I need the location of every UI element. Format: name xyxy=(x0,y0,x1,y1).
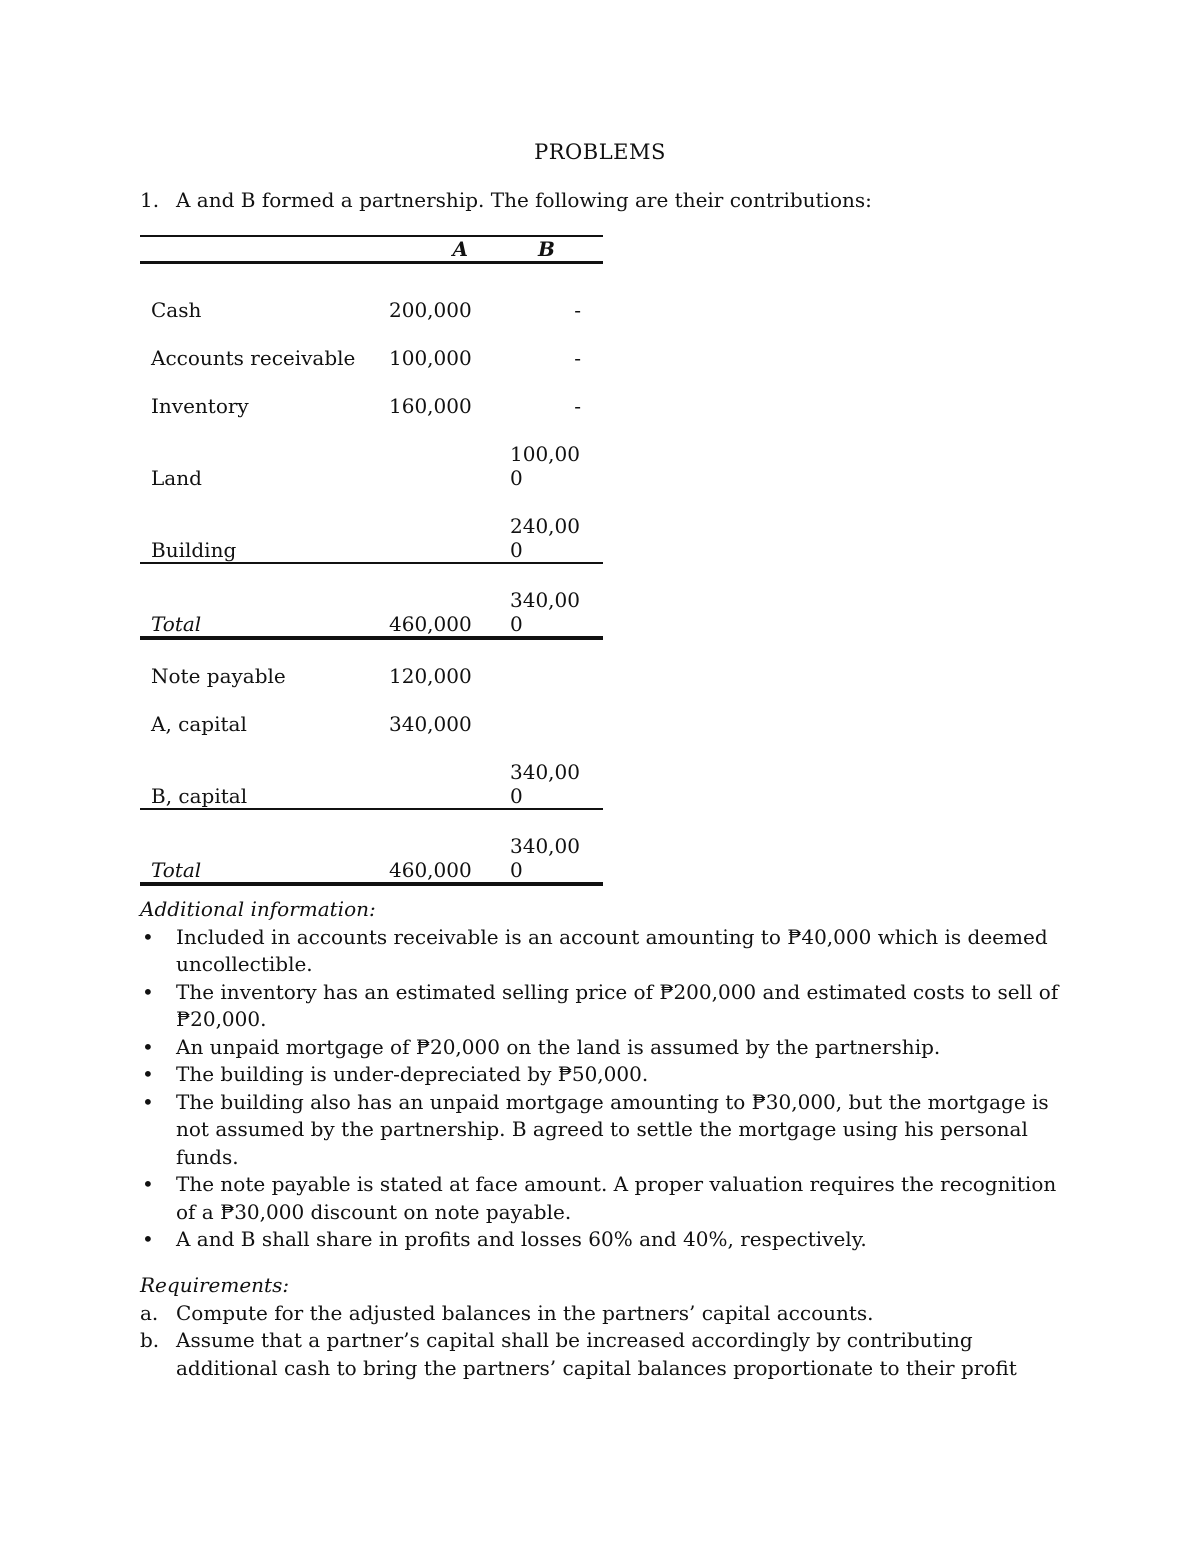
list-item-text: The building is under-depreciated by ₱50,000. xyxy=(176,1062,649,1086)
header-blank xyxy=(140,236,389,263)
list-item xyxy=(140,1061,1070,1089)
requirement-mark: a. xyxy=(140,1300,159,1325)
table-row-total xyxy=(140,563,603,638)
requirement-text: Compute for the adjusted balances in the partners’ capital accounts. xyxy=(176,1300,874,1325)
bullet-icon: • xyxy=(142,924,154,949)
list-item-text: Included in accounts receivable is an account amounting to ₱40,000 which is deemed uncollectible. xyxy=(176,924,1048,976)
table-row xyxy=(140,263,603,323)
table-row xyxy=(140,688,603,736)
row-a-value xyxy=(389,736,506,809)
row-b-value: 340,000 xyxy=(510,760,580,808)
table-row-total xyxy=(140,809,603,884)
row-b-value: 100,000 xyxy=(510,442,580,490)
requirement-item xyxy=(140,1327,1070,1382)
contributions-table xyxy=(140,235,603,886)
row-label: B, capital xyxy=(140,736,389,809)
row-b-value xyxy=(506,688,603,736)
row-a-value: 340,000 xyxy=(389,712,472,736)
list-item xyxy=(140,1089,1070,1172)
header-b: B xyxy=(506,236,603,263)
header-a: A xyxy=(389,236,506,263)
table-row xyxy=(140,736,603,809)
bullet-icon: • xyxy=(142,1227,154,1251)
row-label: A, capital xyxy=(151,712,247,736)
row-a-value: 460,000 xyxy=(389,809,506,884)
additional-heading: Additional information: xyxy=(140,897,376,921)
bullet-icon: • xyxy=(142,1089,154,1114)
page-title: PROBLEMS xyxy=(534,140,666,164)
list-item-text: The building also has an unpaid mortgage amounting to ₱30,000, but the mortgage is not assumed by the partnership. B agreed to settle the mortgage using his personal funds. xyxy=(176,1089,1049,1169)
row-b-value: - xyxy=(574,298,581,322)
list-item-text: The note payable is stated at face amount. A proper valuation requires the recognition of a ₱30,000 discount on note payable. xyxy=(176,1172,1057,1224)
additional-information xyxy=(140,896,1070,1254)
problem-text: A and B formed a partnership. The following are their contributions: xyxy=(176,188,872,212)
list-item-text: A and B shall share in profits and losses 60% and 40%, respectively. xyxy=(176,1227,867,1251)
row-a-value xyxy=(389,490,506,563)
requirement-item xyxy=(140,1300,1070,1328)
row-b-value: 340,000 xyxy=(510,588,580,636)
row-label: Building xyxy=(140,490,389,563)
row-label: Cash xyxy=(151,298,202,322)
row-b-value: 240,000 xyxy=(510,514,580,562)
row-a-value: 160,000 xyxy=(389,394,472,418)
list-item xyxy=(140,924,1070,979)
requirements xyxy=(140,1272,1070,1382)
row-label: Inventory xyxy=(151,394,249,418)
row-label: Land xyxy=(151,466,202,490)
row-label: Accounts receivable xyxy=(151,346,356,370)
requirement-mark: b. xyxy=(140,1328,160,1352)
requirements-heading: Requirements: xyxy=(140,1273,290,1297)
table-row xyxy=(140,638,603,688)
table-row xyxy=(140,490,603,563)
bullet-icon: • xyxy=(142,1062,154,1086)
list-item xyxy=(140,1226,1070,1254)
row-a-value: 120,000 xyxy=(389,664,472,688)
row-b-value: - xyxy=(574,394,581,418)
row-a-value: 460,000 xyxy=(389,563,506,638)
row-a-value: 100,000 xyxy=(389,346,472,370)
list-item xyxy=(140,1034,1070,1062)
row-label: Total xyxy=(140,809,389,884)
bullet-icon: • xyxy=(142,1034,154,1059)
row-a-value: 200,000 xyxy=(389,298,472,322)
list-item-text: An unpaid mortgage of ₱20,000 on the land is assumed by the partnership. xyxy=(176,1034,941,1059)
table-row xyxy=(140,322,603,370)
row-a-value xyxy=(389,418,506,490)
row-b-value: - xyxy=(574,346,581,370)
requirement-text: Assume that a partner’s capital shall be increased accordingly by contributing additional cash to bring the partners’ capital balances proportionate to their profit xyxy=(176,1328,1017,1380)
problem-number: 1. xyxy=(140,188,160,212)
problem-intro xyxy=(140,188,872,212)
row-b-value: 340,000 xyxy=(510,834,580,882)
list-item xyxy=(140,1171,1070,1226)
row-label: Total xyxy=(140,563,389,638)
table-header-row xyxy=(140,236,603,263)
row-b-value xyxy=(506,638,603,688)
table-row xyxy=(140,418,603,490)
list-item xyxy=(140,979,1070,1034)
table-row xyxy=(140,370,603,418)
bullet-icon: • xyxy=(142,979,154,1004)
bullet-icon: • xyxy=(142,1172,154,1196)
list-item-text: The inventory has an estimated selling price of ₱200,000 and estimated costs to sell of ₱20,000. xyxy=(176,979,1059,1031)
row-label: Note payable xyxy=(151,664,286,688)
